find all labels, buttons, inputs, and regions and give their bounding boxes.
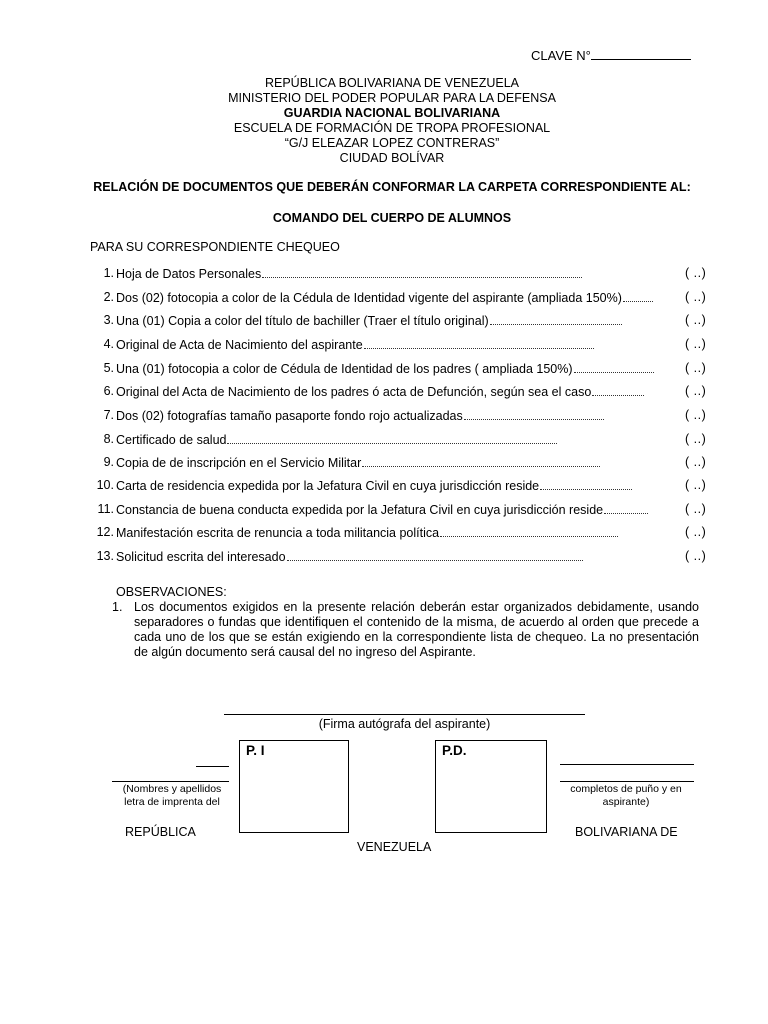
fingerprint-left-label: P. I (246, 743, 265, 758)
clave-blank-line (591, 46, 691, 60)
name-caption (112, 783, 232, 809)
item-text: Hoja de Datos Personales (116, 267, 262, 281)
handwriting-caption-line-2: aspirante) (602, 796, 650, 808)
dotted-leader (364, 337, 594, 349)
document-header (0, 76, 768, 166)
observacion-text: Los documentos exigidos en la presente relación deberán estar organizados debidamente, usando separadores o fundas que identifiquen el contenido de la misma, de acuerdo al orden que precede a cada uno de los que se están exigiendo en la correspondiente lista de chequeo. La no presentación de algún documento será causal del no ingreso del Aspirante. (134, 600, 699, 659)
checklist-item (92, 455, 722, 475)
item-number: 1. (103, 266, 114, 280)
checklist-item (92, 408, 722, 428)
item-checkbox: ( ..) (685, 408, 707, 422)
item-number: 7. (103, 408, 114, 422)
item-text: Solicitud escrita del interesado (116, 550, 286, 564)
item-checkbox: ( ..) (685, 525, 707, 539)
dotted-leader (592, 384, 644, 396)
signature-line (224, 714, 585, 715)
item-text: Dos (02) fotocopia a color de la Cédula de Identidad vigente del aspirante (ampliada 150%) (116, 291, 622, 305)
firma-label: (Firma autógrafa del aspirante) (318, 717, 491, 731)
observacion-number: 1. (112, 600, 123, 614)
name-caption-line-1: (Nombres y apellidos (122, 783, 222, 795)
item-text: Constancia de buena conducta expedida por la Jefatura Civil en cuya jurisdicción reside (116, 503, 604, 517)
header-line-3: GUARDIA NACIONAL BOLIVARIANA (283, 106, 501, 120)
item-number: 3. (103, 313, 114, 327)
checklist-item (92, 313, 722, 333)
dotted-leader (490, 313, 622, 325)
item-text: Manifestación escrita de renuncia a toda militancia política (116, 526, 440, 540)
item-checkbox: ( ..) (685, 384, 707, 398)
item-text: Una (01) fotocopia a color de Cédula de Identidad de los padres ( ampliada 150%) (116, 362, 573, 376)
item-number: 10. (96, 478, 114, 492)
observaciones-title: OBSERVACIONES: (116, 585, 227, 599)
item-number: 8. (103, 432, 114, 446)
item-text: Dos (02) fotografías tamaño pasaporte fondo rojo actualizadas (116, 409, 463, 423)
name-line (112, 781, 229, 782)
item-number: 12. (96, 525, 114, 539)
fingerprint-box-left (239, 740, 349, 833)
header-line-2: MINISTERIO DEL PODER POPULAR PARA LA DEFENSA (228, 91, 556, 105)
item-number: 4. (103, 337, 114, 351)
item-number: 11. (97, 502, 114, 516)
dotted-leader (227, 432, 557, 444)
item-number: 9. (103, 455, 114, 469)
clave-field (531, 46, 691, 63)
item-text: Una (01) Copia a color del título de bachiller (Traer el título original) (116, 314, 489, 328)
dotted-leader (604, 502, 648, 514)
dotted-leader (287, 549, 583, 561)
dotted-leader (574, 361, 654, 373)
fingerprint-box-right (435, 740, 547, 833)
clave-label: CLAVE N° (531, 48, 591, 63)
checklist-item (92, 337, 722, 357)
header-line-1: REPÚBLICA BOLIVARIANA DE VENEZUELA (264, 76, 520, 90)
handwriting-caption (558, 783, 694, 809)
item-number: 5. (103, 361, 114, 375)
name-line-short (196, 766, 229, 767)
checklist-item (92, 432, 722, 452)
dotted-leader (464, 408, 604, 420)
dotted-leader (440, 525, 618, 537)
relacion-title: RELACIÓN DE DOCUMENTOS QUE DEBERÁN CONFORMAR LA CARPETA CORRESPONDIENTE AL: (93, 180, 691, 194)
item-checkbox: ( ..) (685, 337, 707, 351)
item-number: 6. (103, 384, 114, 398)
item-text: Carta de residencia expedida por la Jefatura Civil en cuya jurisdicción reside (116, 479, 540, 493)
handwriting-line (560, 781, 694, 782)
header-line-6: CIUDAD BOLÍVAR (339, 151, 445, 165)
checklist-item (92, 361, 722, 381)
item-number: 2. (103, 290, 114, 304)
header-line-4: ESCUELA DE FORMACIÓN DE TROPA PROFESIONAL (233, 121, 551, 135)
chequeo-label: PARA SU CORRESPONDIENTE CHEQUEO (90, 240, 340, 254)
item-text: Original del Acta de Nacimiento de los padres ó acta de Defunción, según sea el caso (116, 385, 592, 399)
item-checkbox: ( ..) (685, 313, 707, 327)
dotted-leader (362, 455, 600, 467)
item-text: Copia de de inscripción en el Servicio Militar (116, 456, 362, 470)
checklist-item (92, 266, 722, 286)
item-checkbox: ( ..) (685, 290, 707, 304)
dotted-leader (262, 266, 582, 278)
item-checkbox: ( ..) (685, 478, 707, 492)
checklist-item (92, 384, 722, 404)
dotted-leader (540, 478, 632, 490)
item-checkbox: ( ..) (685, 502, 707, 516)
item-checkbox: ( ..) (685, 455, 707, 469)
handwriting-line-top (560, 764, 694, 765)
item-checkbox: ( ..) (685, 549, 707, 563)
checklist-item (92, 502, 722, 522)
handwriting-caption-line-1: completos de puño y en (570, 783, 682, 795)
item-text: Original de Acta de Nacimiento del aspirante (116, 338, 363, 352)
fingerprint-right-label: P.D. (442, 743, 467, 758)
dotted-leader (623, 290, 653, 302)
item-text: Certificado de salud (116, 433, 227, 447)
item-checkbox: ( ..) (685, 432, 707, 446)
comando-title: COMANDO DEL CUERPO DE ALUMNOS (272, 211, 512, 225)
item-checkbox: ( ..) (685, 361, 707, 375)
item-checkbox: ( ..) (685, 266, 707, 280)
checklist-item (92, 478, 722, 498)
name-caption-line-2: letra de imprenta del (124, 796, 220, 808)
footer-bolivariana: BOLIVARIANA DE (575, 825, 678, 839)
footer-venezuela: VENEZUELA (357, 840, 432, 854)
checklist-item (92, 525, 722, 545)
header-line-5: “G/J ELEAZAR LOPEZ CONTRERAS” (284, 136, 500, 150)
footer-republica: REPÚBLICA (125, 825, 196, 839)
checklist-item (92, 290, 722, 310)
item-number: 13. (96, 549, 114, 563)
checklist-item (92, 549, 722, 569)
